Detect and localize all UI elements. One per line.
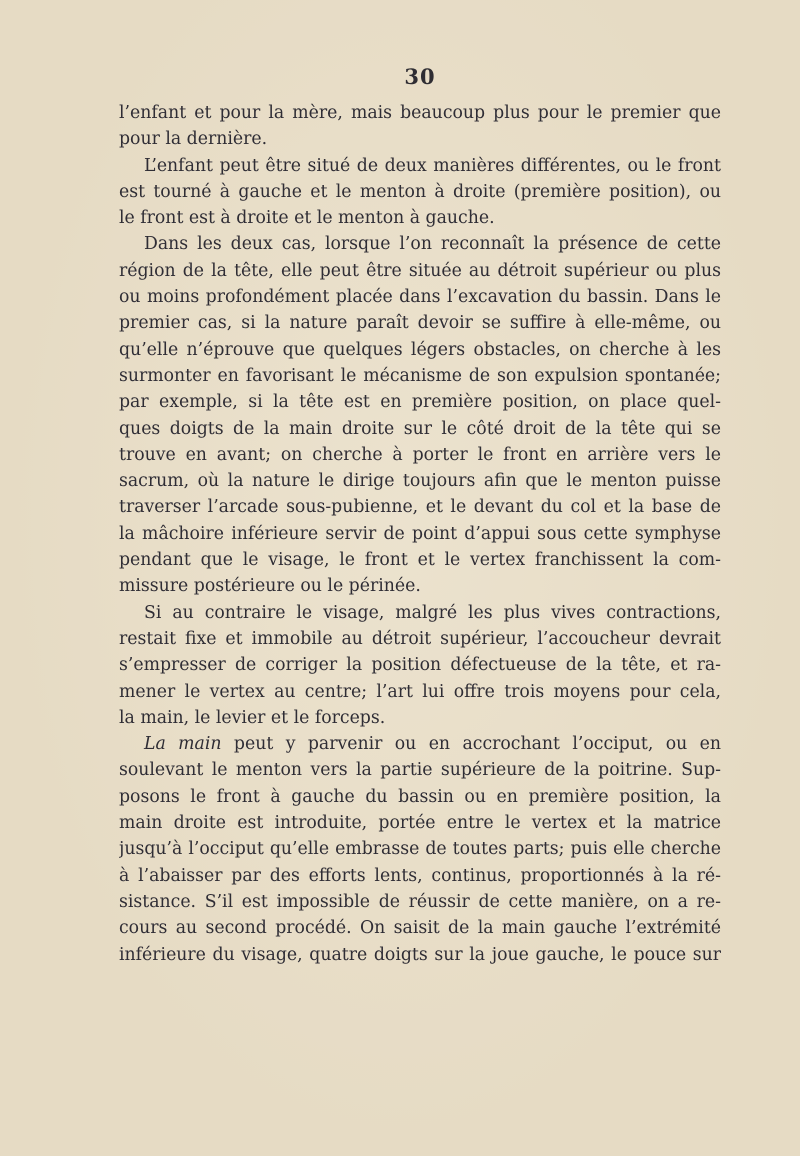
text-line bbox=[119, 468, 721, 494]
text-line-content: posons le front à gauche du bassin ou en première position, la bbox=[119, 786, 721, 807]
text-line bbox=[119, 389, 721, 415]
text-line bbox=[119, 679, 721, 705]
text-line bbox=[119, 310, 721, 336]
text-line bbox=[119, 915, 721, 941]
text-line-content: cours au second procédé. On saisit de la main gauche l’extrémité bbox=[119, 918, 721, 939]
text-line-content: surmonter en favorisant le mécanisme de son expulsion spontanée; bbox=[119, 365, 721, 386]
text-line-content: L’enfant peut être situé de deux manières différentes, ou le front bbox=[144, 155, 721, 176]
text-line bbox=[119, 600, 721, 626]
text-line bbox=[119, 757, 721, 783]
text-line-content: jusqu’à l’occiput qu’elle embrasse de toutes parts; puis elle cherche bbox=[119, 839, 721, 860]
text-line-content: restait fixe et immobile au détroit supérieur, l’accoucheur devrait bbox=[119, 628, 721, 649]
text-line-content: Si au contraire le visage, malgré les plus vives contractions, bbox=[144, 602, 721, 623]
text-line-content: le front est à droite et le menton à gauche. bbox=[119, 208, 495, 229]
text-line bbox=[119, 442, 721, 468]
text-line-content: est tourné à gauche et le menton à droite (première position), ou bbox=[119, 181, 721, 202]
text-line bbox=[119, 889, 721, 915]
text-line bbox=[119, 652, 721, 678]
text-line bbox=[119, 337, 721, 363]
text-line-content: ou moins profondément placée dans l’excavation du bassin. Dans le bbox=[119, 287, 721, 308]
text-line bbox=[119, 942, 721, 968]
text-line bbox=[119, 626, 721, 652]
text-line bbox=[119, 100, 721, 126]
text-line-content: la mâchoire inférieure servir de point d’appui sous cette symphyse bbox=[119, 523, 721, 544]
text-line-content: qu’elle n’éprouve que quelques légers obstacles, on cherche à les bbox=[119, 339, 721, 360]
text-line bbox=[119, 153, 721, 179]
text-line-content: la main, le levier et le forceps. bbox=[119, 707, 386, 728]
text-line-content: Dans les deux cas, lorsque l’on reconnaît la présence de cette bbox=[144, 234, 721, 255]
text-line bbox=[119, 810, 721, 836]
text-line-content: traverser l’arcade sous-pubienne, et le devant du col et la base de bbox=[119, 497, 721, 518]
text-line bbox=[119, 836, 721, 862]
text-line-content: soulevant le menton vers la partie supérieure de la poitrine. Sup- bbox=[119, 760, 721, 781]
text-line-content: trouve en avant; on cherche à porter le front en arrière vers le bbox=[119, 444, 721, 465]
text-line-content: à l’abaisser par des efforts lents, continus, proportionnés à la ré- bbox=[119, 865, 721, 886]
text-line bbox=[119, 416, 721, 442]
text-line bbox=[119, 547, 721, 573]
text-line-content: sistance. S’il est impossible de réussir de cette manière, on a re- bbox=[119, 891, 721, 912]
text-line-content: premier cas, si la nature paraît devoir se suffire à elle-même, ou bbox=[119, 313, 721, 334]
text-line-content: main droite est introduite, portée entre le vertex et la matrice bbox=[119, 813, 721, 834]
text-line-content: par exemple, si la tête est en première position, on place quel- bbox=[119, 392, 721, 413]
text-line bbox=[119, 731, 721, 757]
text-line-content: ques doigts de la main droite sur le côté droit de la tête qui se bbox=[119, 418, 721, 439]
text-line bbox=[119, 231, 721, 257]
text-line bbox=[119, 205, 721, 231]
text-line-content: sacrum, où la nature le dirige toujours afin que le menton puisse bbox=[119, 471, 721, 492]
text-line bbox=[119, 494, 721, 520]
text-line bbox=[119, 179, 721, 205]
text-line bbox=[119, 363, 721, 389]
text-line bbox=[119, 863, 721, 889]
body-text bbox=[119, 100, 721, 968]
text-line bbox=[119, 126, 721, 152]
text-line-content: s’empresser de corriger la position défectueuse de la tête, et ra- bbox=[119, 655, 721, 676]
text-line bbox=[119, 784, 721, 810]
page-number: 30 bbox=[404, 64, 436, 89]
text-line-content: pour la dernière. bbox=[119, 129, 268, 150]
text-line-content: l’enfant et pour la mère, mais beaucoup plus pour le premier que bbox=[119, 103, 721, 123]
text-line-content: pendant que le visage, le front et le vertex franchissent la com- bbox=[119, 550, 721, 571]
text-line-content: région de la tête, elle peut être située au détroit supérieur ou plus bbox=[119, 260, 721, 281]
italic-term: La main bbox=[144, 734, 222, 755]
text-line-content: mener le vertex au centre; l’art lui offre trois moyens pour cela, bbox=[119, 681, 721, 702]
text-line bbox=[119, 573, 721, 599]
text-line-content: inférieure du visage, quatre doigts sur la joue gauche, le pouce sur bbox=[119, 944, 721, 965]
text-line-content: peut y parvenir ou en accrochant l’occiput, ou en bbox=[221, 734, 721, 755]
text-line bbox=[119, 521, 721, 547]
text-line bbox=[119, 284, 721, 310]
text-line-content: missure postérieure ou le périnée. bbox=[119, 576, 421, 597]
text-line bbox=[119, 705, 721, 731]
text-line bbox=[119, 258, 721, 284]
